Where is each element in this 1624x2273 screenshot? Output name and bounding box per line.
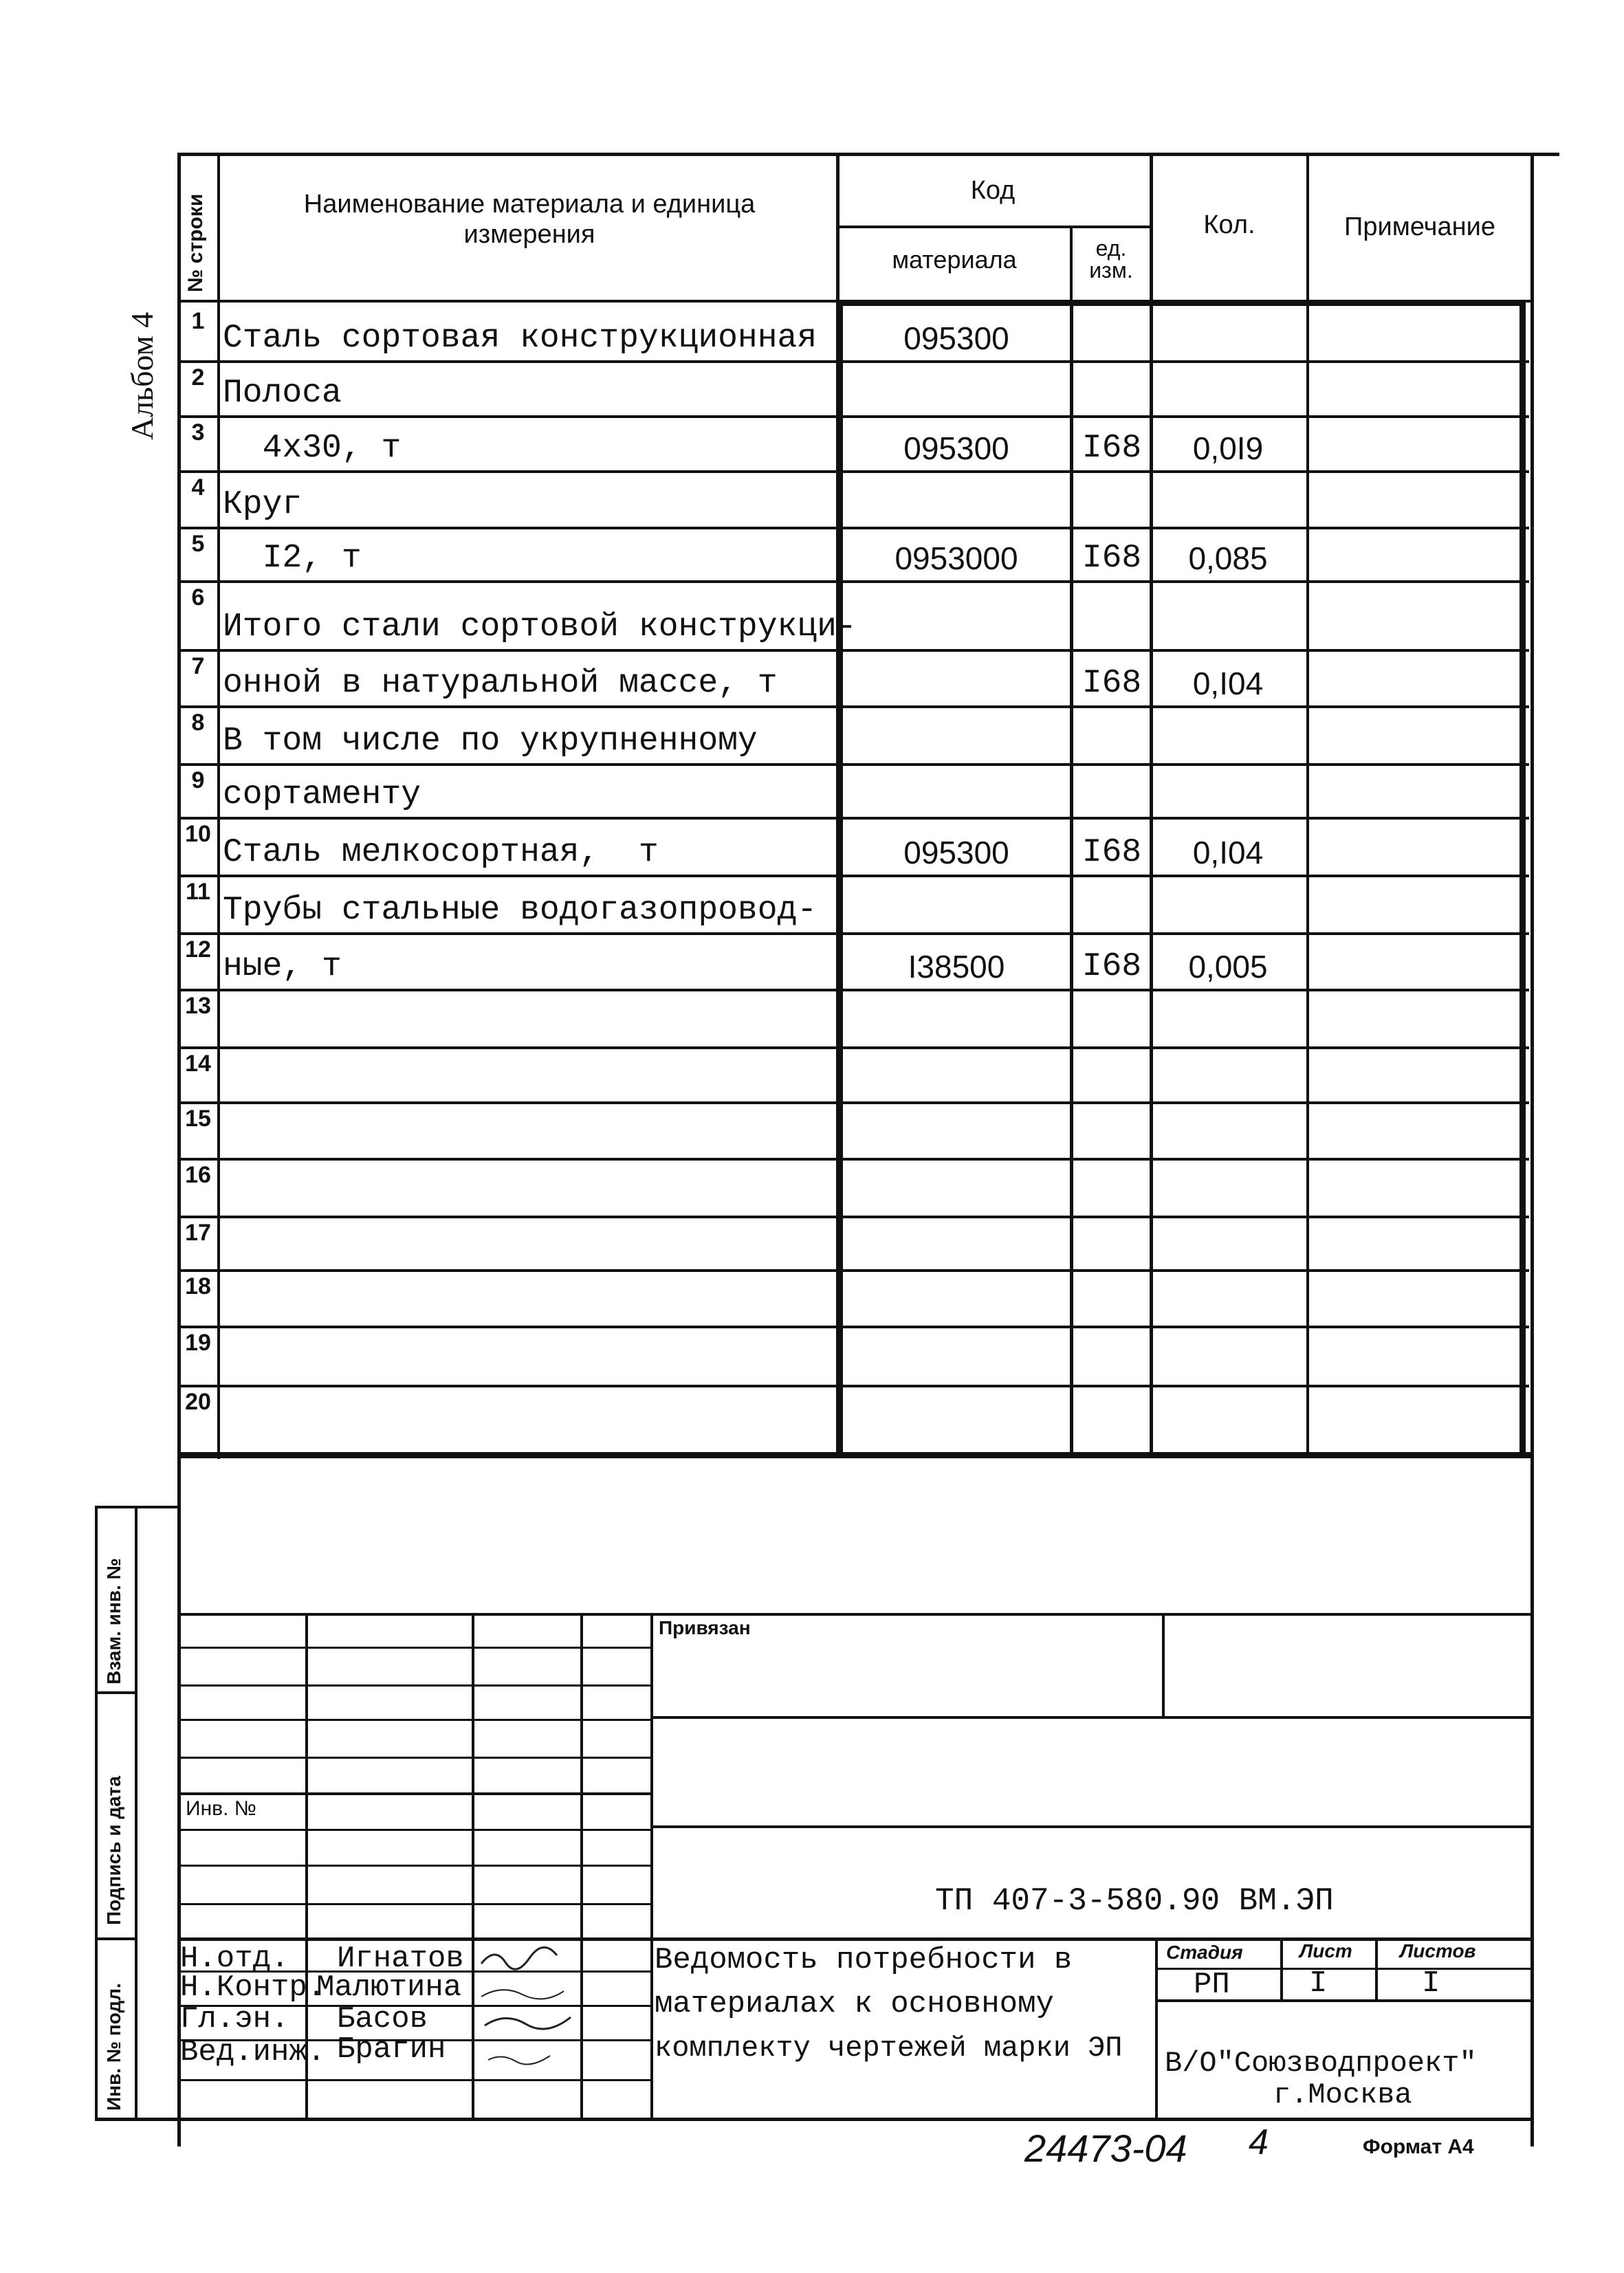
label-podpis-data: Подпись и дата	[103, 1776, 124, 1925]
row-divider	[177, 649, 1529, 652]
row-divider	[177, 580, 1529, 583]
row-unit-code: I68	[1082, 948, 1142, 985]
row-material-code: 095300	[903, 835, 1009, 870]
row-name: Полоса	[223, 375, 342, 412]
row-divider	[177, 817, 1529, 820]
row-divider	[177, 989, 1529, 991]
row-quantity: 0,085	[1188, 540, 1268, 576]
row-divider	[177, 527, 1529, 529]
document-code: ТП 407-3-580.90 ВМ.ЭП	[935, 1883, 1334, 1919]
row-name: 4x30, т	[223, 430, 402, 467]
row-number: 20	[185, 1389, 211, 1415]
row-divider	[177, 470, 1529, 473]
row-name: Круг	[223, 486, 303, 523]
row-divider	[177, 763, 1529, 766]
row-divider	[177, 875, 1529, 877]
row-unit-code: I68	[1082, 665, 1142, 702]
person-2-name: Малютина	[316, 1970, 462, 2005]
sheets-label: Листов	[1400, 1940, 1476, 1962]
row-number: 2	[191, 364, 205, 391]
stage-value: РП	[1194, 1968, 1230, 2002]
label-inv-podl: Инв. № подл.	[103, 1983, 124, 2111]
row-divider	[177, 932, 1529, 935]
row-name: В том числе по укрупненному	[223, 723, 758, 760]
row-number: 6	[191, 584, 205, 611]
person-4-role: Вед.инж.	[180, 2035, 326, 2069]
sheet-value: I	[1309, 1966, 1328, 2001]
description-line-2: материалах к основному	[655, 1987, 1054, 2021]
person-3-role: Гл.эн.	[180, 2002, 289, 2036]
header-name: Наименование материала и единица измерения	[303, 190, 756, 249]
row-number: 1	[191, 308, 205, 334]
footer-number: 24473-04	[1024, 2127, 1187, 2170]
row-number: 14	[185, 1051, 211, 1077]
footer-format: Формат А4	[1363, 2135, 1474, 2158]
sheet-label: Лист	[1299, 1940, 1352, 1962]
row-name: сортаменту	[223, 776, 421, 813]
row-divider	[177, 1101, 1529, 1104]
sheets-value: I	[1422, 1966, 1440, 2001]
signature-scribbles	[474, 1943, 584, 2080]
row-divider	[177, 1216, 1529, 1218]
row-number: 8	[191, 710, 205, 736]
header-row-no: № строки	[184, 193, 207, 292]
row-number: 15	[185, 1106, 211, 1132]
album-label: Альбом 4	[124, 311, 160, 440]
row-quantity: 0,I04	[1192, 666, 1264, 701]
row-name: Сталь мелкосортная, т	[223, 834, 659, 871]
row-divider	[177, 1385, 1529, 1387]
row-number: 13	[185, 993, 211, 1019]
person-3-name: Басов	[337, 2002, 428, 2036]
row-number: 3	[191, 419, 205, 446]
row-number: 16	[185, 1162, 211, 1188]
row-divider	[177, 415, 1529, 418]
row-divider	[177, 1269, 1529, 1272]
row-divider	[177, 705, 1529, 708]
row-name: онной в натуральной массе, т	[223, 665, 778, 702]
header-note: Примечание	[1344, 212, 1495, 241]
description-line-1: Ведомость потребности в	[655, 1943, 1073, 1977]
row-name: I2, т	[223, 540, 362, 577]
row-quantity: 0,0I9	[1192, 430, 1264, 466]
row-material-code: I38500	[908, 949, 1005, 985]
row-divider	[177, 360, 1529, 363]
privyazan-label: Привязан	[659, 1617, 751, 1638]
row-number: 7	[191, 653, 205, 679]
row-number: 5	[191, 531, 205, 557]
row-name: Сталь сортовая конструкционная	[223, 320, 818, 357]
row-number: 10	[185, 821, 211, 847]
row-name: Трубы стальные водогазопровод-	[223, 892, 818, 929]
row-number: 4	[191, 474, 205, 501]
organization-city: г.Москва	[1273, 2078, 1412, 2111]
person-1-name: Игнатов	[337, 1942, 464, 1976]
person-4-name: Брагин	[337, 2032, 446, 2067]
row-number: 11	[186, 879, 210, 905]
row-unit-code: I68	[1082, 430, 1142, 467]
header-code: Код	[970, 176, 1016, 205]
row-quantity: 0,I04	[1192, 835, 1264, 870]
inv-no-label: Инв. №	[186, 1797, 256, 1820]
row-number: 19	[185, 1330, 211, 1356]
row-material-code: 0953000	[895, 540, 1018, 576]
person-2-role: Н.Контр.	[180, 1970, 326, 2005]
row-material-code: 095300	[903, 320, 1009, 356]
row-name: ные, т	[223, 948, 342, 985]
row-divider	[177, 1326, 1529, 1328]
row-unit-code: I68	[1082, 834, 1142, 871]
organization: В/О"Союзводпроект"	[1165, 2047, 1477, 2080]
label-vzam-inv: Взам. инв. №	[103, 1558, 124, 1684]
description-line-3: комплекту чертежей марки ЭП	[655, 2032, 1123, 2065]
row-number: 9	[191, 767, 205, 793]
row-number: 18	[185, 1273, 211, 1299]
footer-page: 4	[1249, 2122, 1269, 2162]
header-code-material: материала	[892, 245, 1017, 274]
row-divider	[177, 1046, 1529, 1049]
row-divider	[177, 1158, 1529, 1161]
row-number: 17	[185, 1220, 211, 1246]
row-unit-code: I68	[1082, 540, 1142, 577]
row-quantity: 0,005	[1188, 949, 1268, 985]
stage-label: Стадия	[1166, 1942, 1243, 1963]
row-material-code: 095300	[903, 430, 1009, 466]
header-qty: Кол.	[1203, 210, 1255, 239]
row-number: 12	[185, 936, 211, 963]
header-code-unit: ед. изм.	[1089, 236, 1133, 283]
person-1-role: Н.отд.	[180, 1942, 289, 1976]
row-name: Итого стали сортовой конструкци-	[223, 608, 857, 646]
